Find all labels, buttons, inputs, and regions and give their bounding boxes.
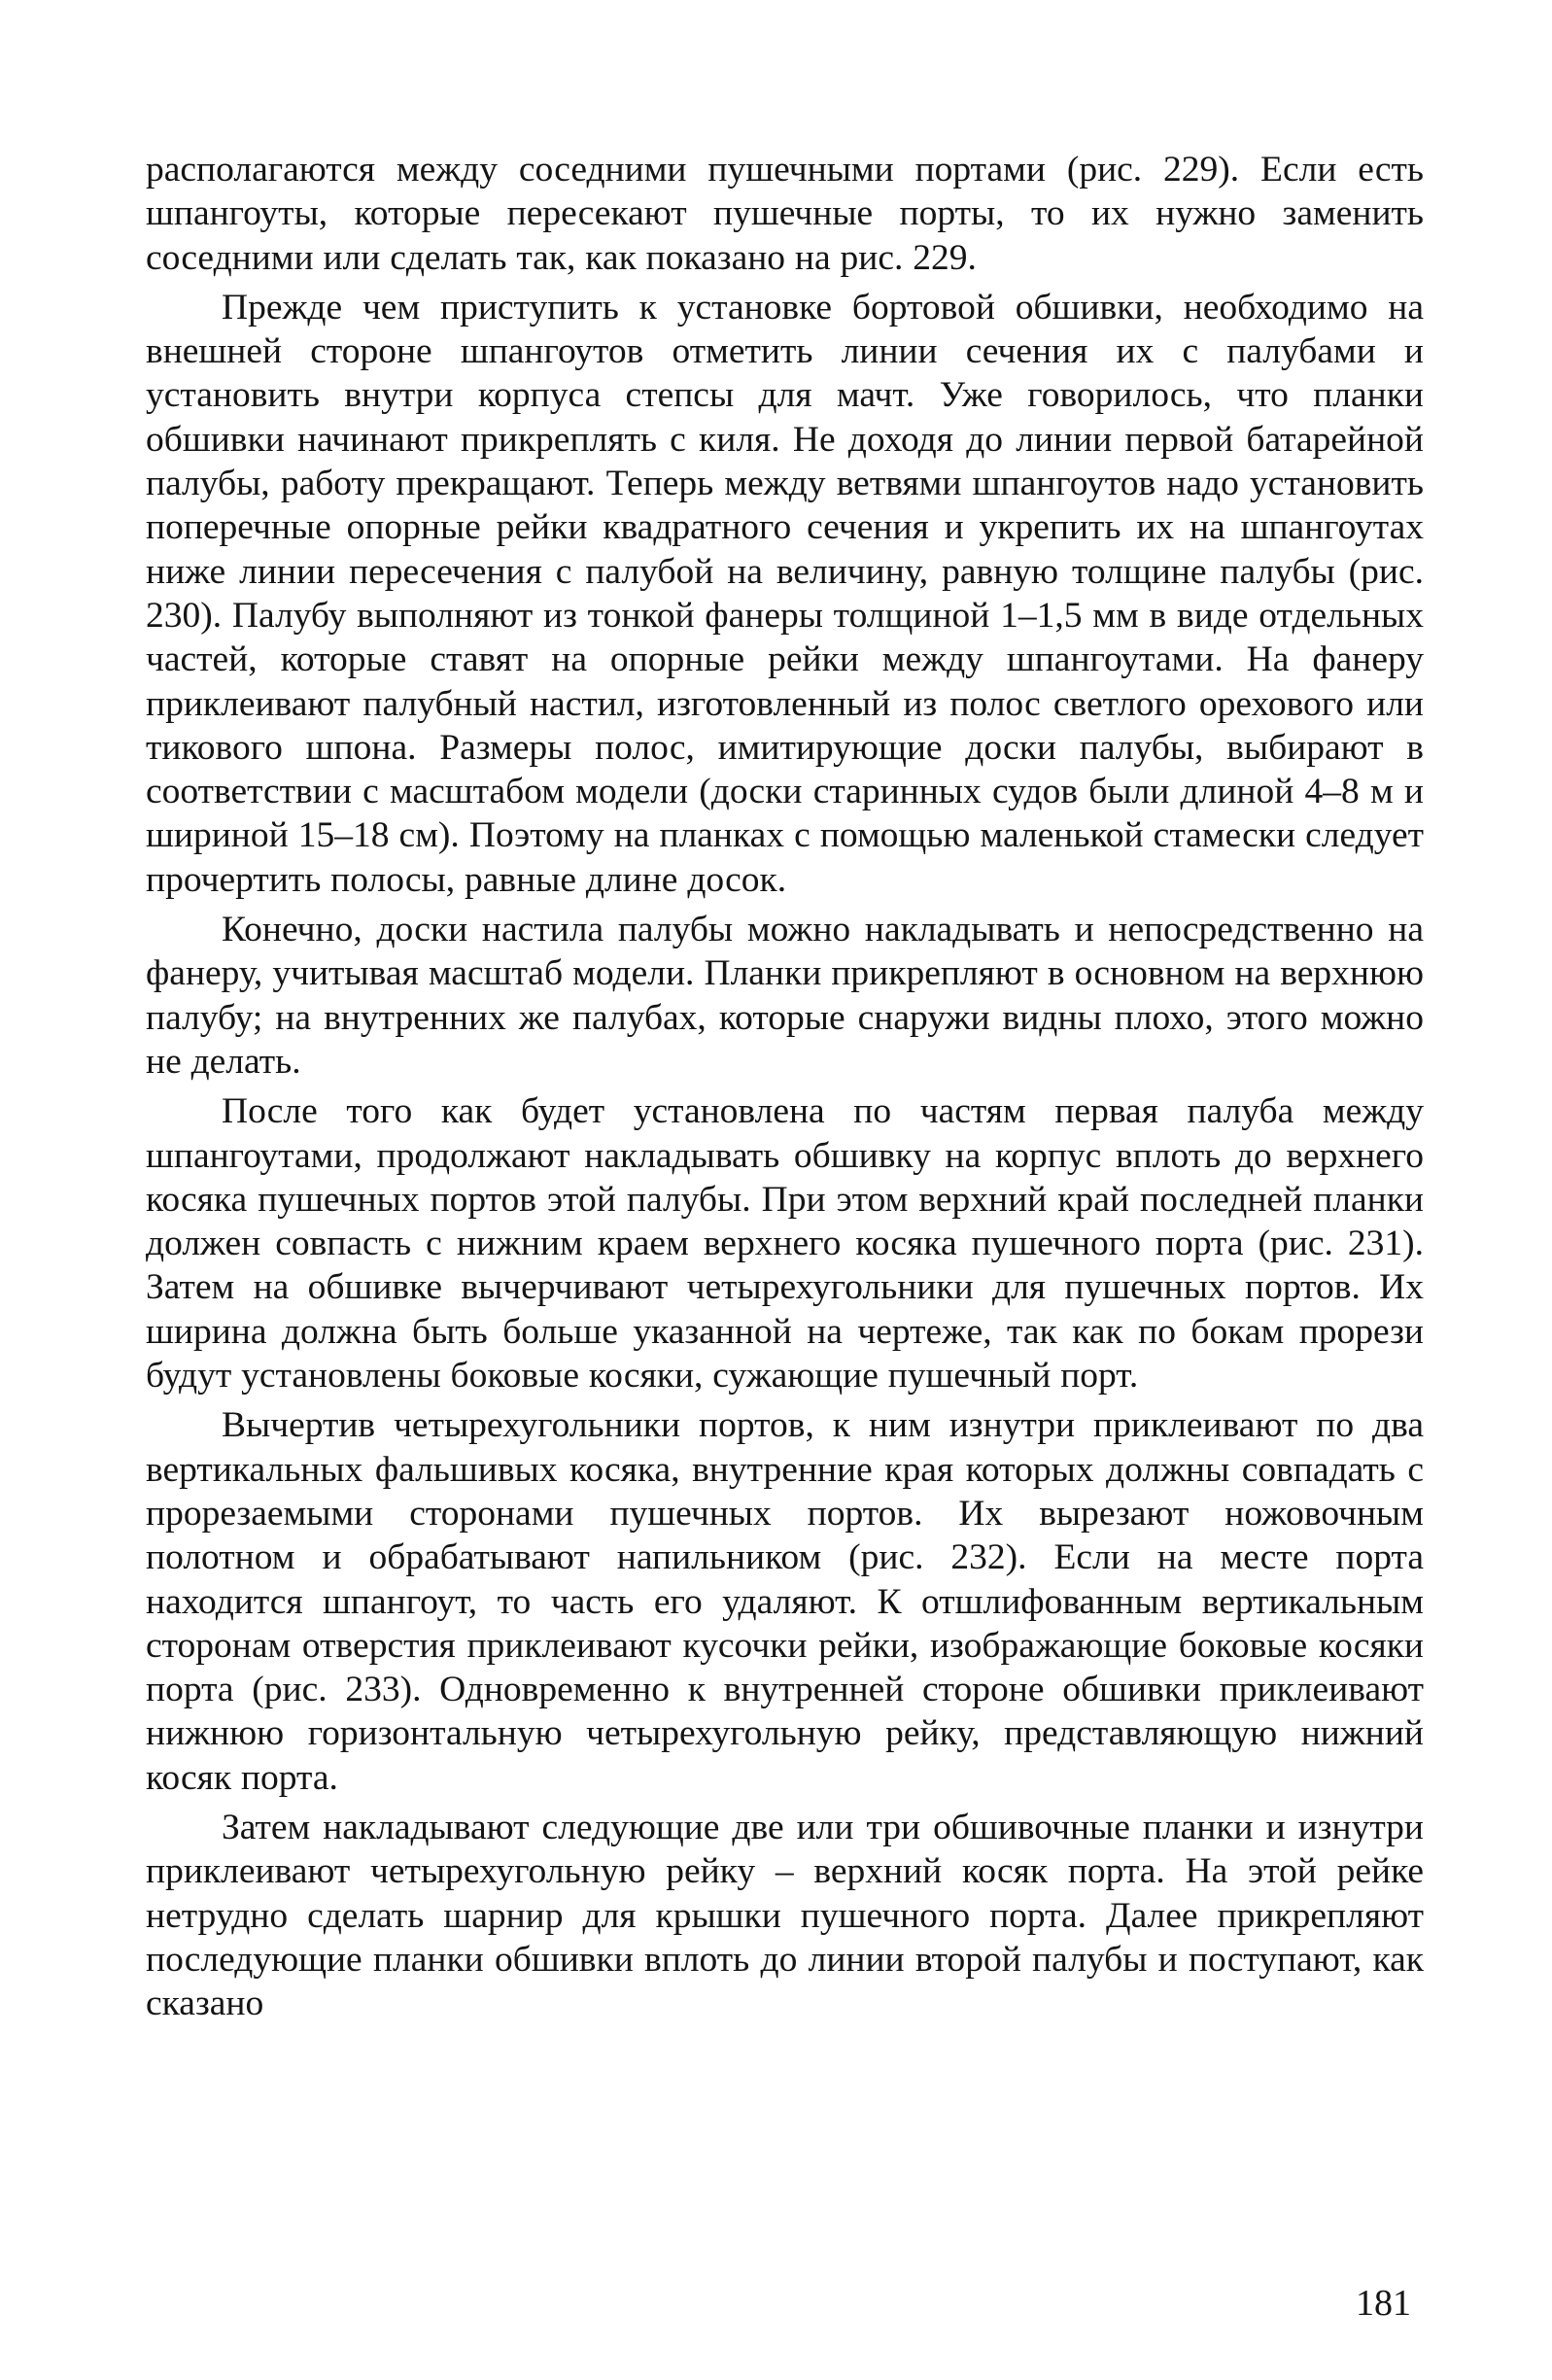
paragraph-2: Прежде чем приступить к установке бортовой обшивки, необходимо на внешней стороне шпангоутов отметить линии сечения их с палубами и установить внутри корпуса степсы для мачт. Уже говорилось, что планки обшивки начинают прикреплять с киля. Не доходя до линии первой батарейной палубы, работу прекращают. Теперь между ветвями шпангоутов надо установить поперечные опорные рейки квадратного сечения и укрепить их на шпангоутах ниже линии пересечения с палубой на величину, равную толщине палубы (рис. 230). Палубу выполняют из тонкой фанеры толщиной 1–1,5 мм в виде отдельных частей, которые ставят на опорные рейки между шпангоутами. На фанеру приклеивают палубный настил, изготовленный из полос светлого орехового или тикового шпона. Размеры полос, имитирующие доски палубы, выбирают в соответствии с масштабом модели (доски старинных судов были длиной 4–8 м и шириной 15–18 см). Поэтому на планках с помощью маленькой стамески следует прочертить полосы, равные длине досок. — [146, 287, 1424, 900]
paragraph-4: После того как будет установлена по частям первая палуба между шпангоутами, продолжают накладывать обшивку на корпус вплоть до верхнего косяка пушечных портов этой палубы. При этом верхний край последней планки должен совпасть с нижним краем верхнего косяка пушечного порта (рис. 231). Затем на обшивке вычерчивают четырехугольники для пушечных портов. Их ширина должна быть больше указанной на чертеже, так как по бокам прорези будут установлены боковые косяки, сужающие пушечный порт. — [146, 1091, 1424, 1397]
paragraph-1: располагаются между соседними пушечными портами (рис. 229). Если есть шпангоуты, которые пересекают пушечные порты, то их нужно заменить соседними или сделать так, как показано на рис. 229. — [146, 150, 1424, 278]
page-number: 181 — [1356, 2283, 1411, 2324]
paragraph-3: Конечно, доски настила палубы можно накладывать и непосредственно на фанеру, учитывая масштаб модели. Планки прикрепляют в основном на верхнюю палубу; на внутренних же палубах, которые снаружи видны плохо, этого можно не делать. — [146, 910, 1424, 1082]
page-body — [146, 148, 1424, 2031]
paragraph-6: Затем накладывают следующие две или три обшивочные планки и изнутри приклеивают четырехугольную рейку – верхний косяк порта. На этой рейке нетрудно сделать шарнир для крышки пушечного порта. Далее прикрепляют последующие планки обшивки вплоть до линии второй палубы и поступают, как сказано — [146, 1807, 1424, 2024]
paragraph-5: Вычертив четырехугольники портов, к ним изнутри приклеивают по два вертикальных фальшивых косяка, внутренние края которых должны совпадать с прорезаемыми сторонами пушечных портов. Их вырезают ножовочным полотном и обрабатывают напильником (рис. 232). Если на месте порта находится шпангоут, то часть его удаляют. К отшлифованным вертикальным сторонам отверстия приклеивают кусочки рейки, изображающие боковые косяки порта (рис. 233). Одновременно к внутренней стороне обшивки приклеивают нижнюю горизонтальную четырехугольную рейку, представляющую нижний косяк порта. — [146, 1405, 1424, 1798]
